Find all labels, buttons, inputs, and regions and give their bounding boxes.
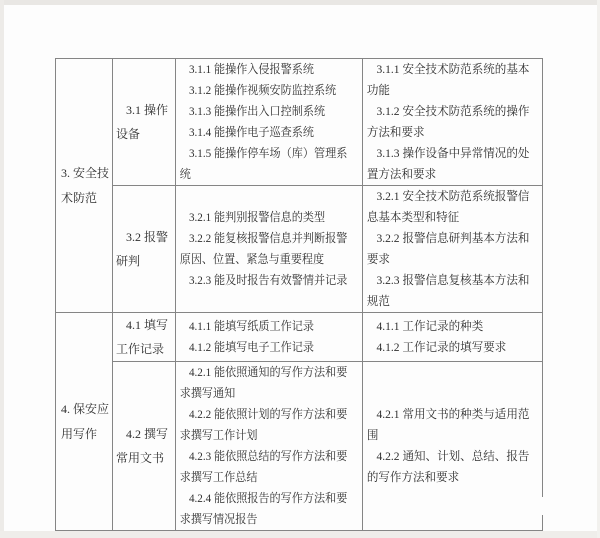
skill-item: 3.2.1 能判别报警信息的类型 <box>188 210 326 224</box>
knowledge-item: 4.2.2 通知、计划、总结、报告的写作方法和要求 <box>366 449 530 484</box>
skill-item: 3.2.3 能及时报告有效警情并记录 <box>188 273 348 287</box>
knowledge-item: 4.1.2 工作记录的填写要求 <box>376 340 507 354</box>
category-label: 4. 保安应用写作 <box>61 401 110 441</box>
knowledge-cell-4-2 <box>363 362 543 531</box>
category-cell-security-tech <box>56 59 113 313</box>
subcategory-cell-3-2 <box>113 186 176 313</box>
page-edge-bottom <box>0 531 600 538</box>
subcategory-cell-4-2 <box>113 362 176 531</box>
knowledge-cell-3-2 <box>363 186 543 313</box>
skill-item: 4.1.1 能填写纸质工作记录 <box>188 319 314 333</box>
subcategory-cell-3-1 <box>113 59 176 186</box>
subcategory-label: 4.1 填写工作记录 <box>116 318 169 356</box>
knowledge-cell-4-1 <box>363 313 543 362</box>
skill-item: 3.2.2 能复核报警信息并判断报警原因、位置、紧急与重要程度 <box>179 231 348 266</box>
scan-fade-bottom <box>464 510 544 515</box>
skill-item: 4.2.3 能依照总结的写作方法和要求撰写工作总结 <box>179 449 348 484</box>
knowledge-item: 3.1.2 安全技术防范系统的操作方法和要求 <box>366 104 530 139</box>
skill-item: 4.2.1 能依照通知的写作方法和要求撰写通知 <box>179 365 348 400</box>
knowledge-item: 4.2.1 常用文书的种类与适用范围 <box>366 407 530 442</box>
knowledge-item: 3.2.3 报警信息复核基本方法和规范 <box>366 273 530 308</box>
skill-item: 3.1.3 能操作出入口控制系统 <box>188 104 326 118</box>
skill-item: 3.1.5 能操作停车场（库）管理系统 <box>179 146 348 181</box>
category-label: 3. 安全技术防范 <box>61 165 110 205</box>
knowledge-item: 3.1.3 操作设备中异常情况的处置方法和要求 <box>366 146 530 181</box>
subcategory-label: 3.2 报警研判 <box>116 230 169 268</box>
subcategory-label: 4.2 撰写常用文书 <box>116 427 169 465</box>
standard-table <box>55 58 543 531</box>
knowledge-item: 3.2.2 报警信息研判基本方法和要求 <box>366 231 530 266</box>
skill-item: 3.1.4 能操作电子巡查系统 <box>188 125 314 139</box>
knowledge-item: 3.1.1 安全技术防范系统的基本功能 <box>366 62 530 97</box>
knowledge-cell-3-1 <box>363 59 543 186</box>
skill-item: 3.1.2 能操作视频安防监控系统 <box>188 83 337 97</box>
knowledge-item: 4.1.1 工作记录的种类 <box>376 319 484 333</box>
category-cell-security-writing <box>56 313 113 531</box>
skill-item: 4.1.2 能填写电子工作记录 <box>188 340 314 354</box>
subcategory-label: 3.1 操作设备 <box>116 103 169 141</box>
skill-item: 4.2.4 能依照报告的写作方法和要求撰写情况报告 <box>179 491 348 526</box>
skill-standard-table <box>55 58 542 526</box>
skills-cell-4-1 <box>176 313 363 362</box>
page-edge-left <box>0 0 4 538</box>
page-edge-top <box>0 0 600 5</box>
skills-cell-3-2 <box>176 186 363 313</box>
skills-cell-4-2 <box>176 362 363 531</box>
knowledge-item: 3.2.1 安全技术防范系统报警信息基本类型和特征 <box>366 189 530 224</box>
skill-item: 3.1.1 能操作入侵报警系统 <box>188 62 314 76</box>
skill-item: 4.2.2 能依照计划的写作方法和要求撰写工作计划 <box>179 407 348 442</box>
skills-cell-3-1 <box>176 59 363 186</box>
subcategory-cell-4-1 <box>113 313 176 362</box>
